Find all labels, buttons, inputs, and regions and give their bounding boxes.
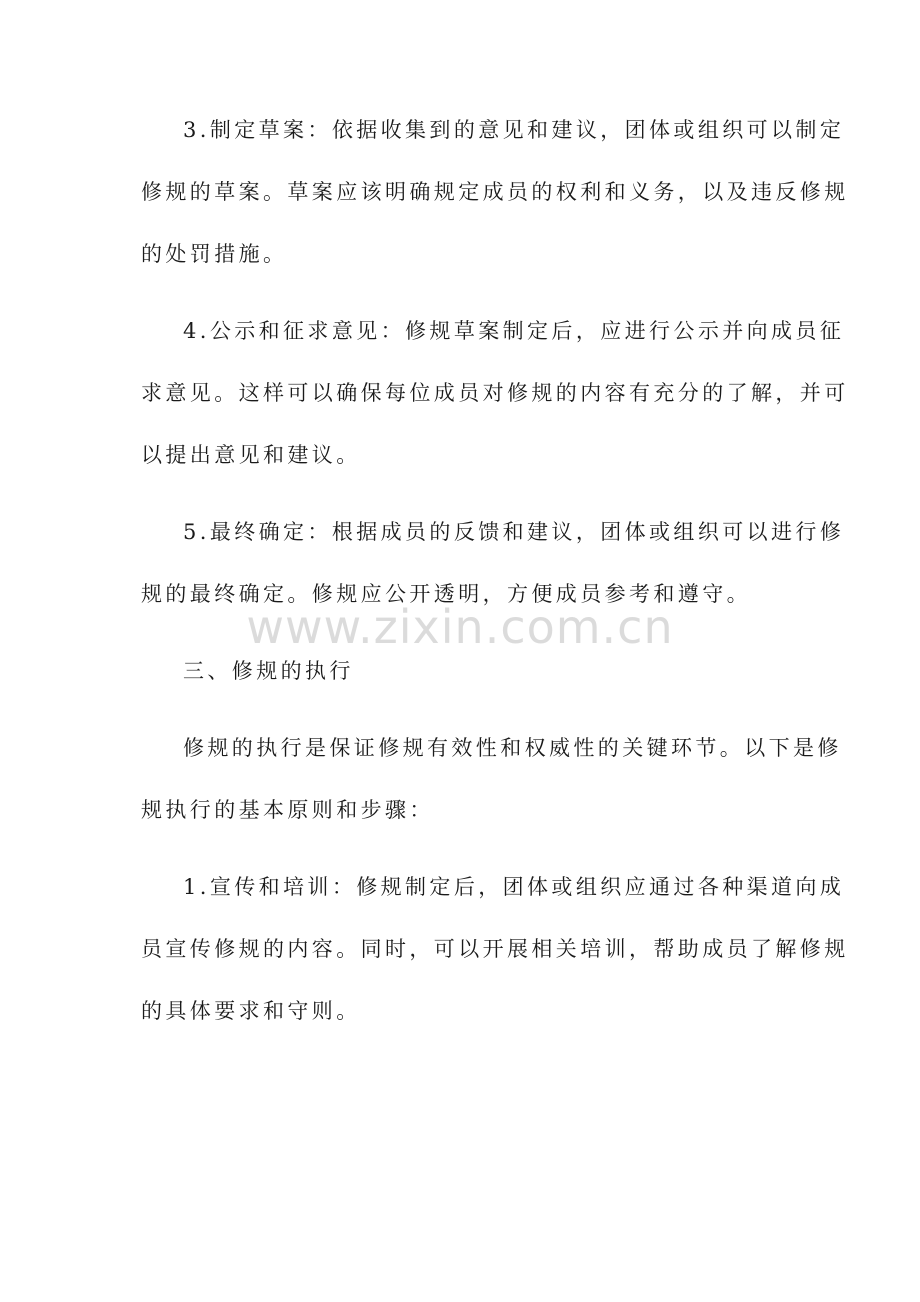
paragraph-step4-line-3: 以提出意见和建议。 — [141, 443, 361, 467]
paragraph-section-intro-line-1: 修规的执行是保证修规有效性和权威性的关键环节。以下是修 — [183, 736, 842, 760]
paragraph-step3-line-2: 修规的草案。草案应该明确规定成员的权利和义务，以及违反修规 — [141, 180, 849, 204]
paragraph-step3-line-3: 的处罚措施。 — [141, 242, 288, 266]
paragraph-section-intro-line-2: 规执行的基本原则和步骤： — [141, 798, 434, 822]
section-heading: 三、修规的执行 — [183, 659, 354, 683]
paragraph-exec-step1-line-3: 的具体要求和守则。 — [141, 999, 361, 1023]
paragraph-step4-line-2: 求意见。这样可以确保每位成员对修规的内容有充分的了解，并可 — [141, 381, 849, 405]
watermark-text: www.zixin.com.cn — [246, 600, 674, 654]
paragraph-exec-step1-line-1: 1.宣传和培训：修规制定后，团体或组织应通过各种渠道向成 — [183, 875, 845, 899]
paragraph-exec-step1-line-2: 员宣传修规的内容。同时，可以开展相关培训，帮助成员了解修规 — [141, 937, 849, 961]
paragraph-step5-line-2: 规的最终确定。修规应公开透明，方便成员参考和遵守。 — [141, 582, 751, 606]
paragraph-step5-line-1: 5.最终确定：根据成员的反馈和建议，团体或组织可以进行修 — [183, 520, 845, 544]
paragraph-step4-line-1: 4.公示和征求意见：修规草案制定后，应进行公示并向成员征 — [183, 319, 845, 343]
paragraph-step3-line-1: 3.制定草案：依据收集到的意见和建议，团体或组织可以制定 — [183, 118, 845, 142]
